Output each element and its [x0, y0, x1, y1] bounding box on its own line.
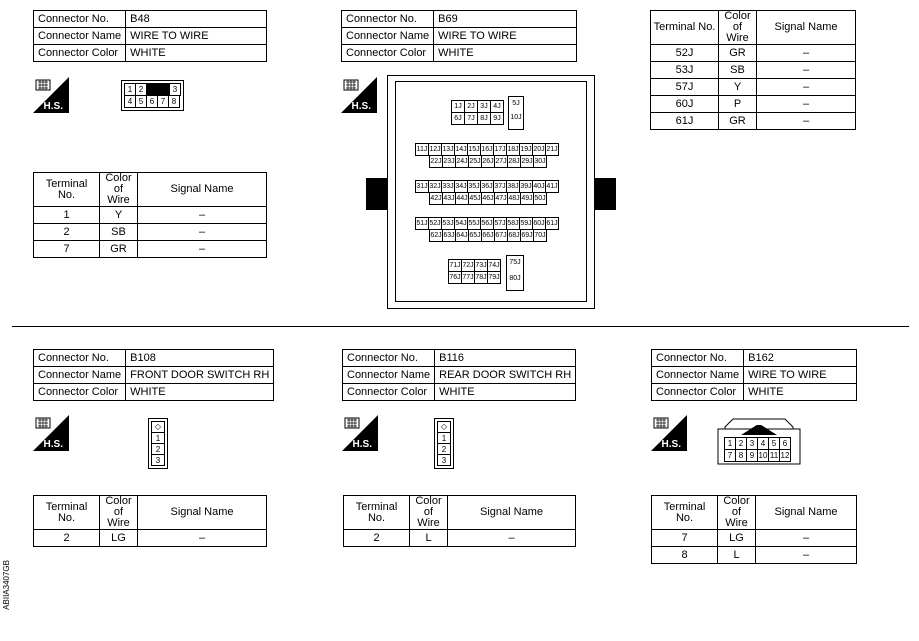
- pin: 2: [151, 443, 165, 455]
- col-signal: Signal Name: [757, 11, 856, 45]
- connector-no-label: Connector No.: [34, 11, 126, 28]
- pin: 3: [437, 454, 451, 466]
- connector-no-label: Connector No.: [34, 350, 126, 367]
- pin: 19J: [519, 143, 533, 156]
- signal-cell: –: [138, 241, 267, 258]
- pin: 9J: [490, 112, 504, 125]
- pin: 5: [135, 95, 147, 108]
- table-row: [652, 547, 857, 564]
- table-row: [651, 96, 856, 113]
- color-cell: SB: [100, 224, 138, 241]
- pin: 55J: [467, 217, 481, 230]
- pin: 30J: [533, 155, 547, 168]
- signal-cell: –: [138, 224, 267, 241]
- pin: 32J: [428, 180, 442, 193]
- pin: 50J: [533, 192, 547, 205]
- pin: 17J: [493, 143, 507, 156]
- connector-color-value: WHITE: [434, 45, 577, 62]
- pin: 22J: [429, 155, 443, 168]
- section-divider: [12, 326, 909, 327]
- connector-no-label: Connector No.: [652, 350, 744, 367]
- pin: 78J: [474, 271, 488, 284]
- connector-name-value: WIRE TO WIRE: [744, 367, 857, 384]
- table-row: [34, 530, 267, 547]
- table-row: [34, 207, 267, 224]
- pin: 34J: [454, 180, 468, 193]
- pin: 3: [151, 454, 165, 466]
- b116-connector-face: [434, 418, 454, 469]
- pin: 7: [157, 95, 169, 108]
- pin-tall: [506, 255, 524, 291]
- table-row: [34, 241, 267, 258]
- color-cell: Y: [100, 207, 138, 224]
- diamond-key-icon: ◇: [151, 421, 165, 433]
- pin: 1: [124, 83, 136, 96]
- pin: 6J: [451, 112, 465, 125]
- pin: 43J: [442, 192, 456, 205]
- pin: 35J: [467, 180, 481, 193]
- b162-info-table: [651, 349, 857, 401]
- pin: 53J: [441, 217, 455, 230]
- pin: 14J: [454, 143, 468, 156]
- pin: 2: [735, 437, 747, 450]
- pin: 24J: [455, 155, 469, 168]
- pin: 1: [724, 437, 736, 450]
- col-color: Color of Wire: [718, 496, 756, 530]
- signal-cell: –: [138, 207, 267, 224]
- harness-side-icon: [33, 77, 69, 113]
- col-color: Color of Wire: [719, 11, 757, 45]
- pin: 28J: [507, 155, 521, 168]
- color-cell: LG: [100, 530, 138, 547]
- table-row: [651, 62, 856, 79]
- pin: 39J: [519, 180, 533, 193]
- signal-cell: –: [757, 45, 856, 62]
- pin: 7: [724, 449, 736, 462]
- pin: 44J: [455, 192, 469, 205]
- signal-cell: –: [138, 530, 267, 547]
- color-cell: L: [718, 547, 756, 564]
- terminal-cell: 7: [34, 241, 100, 258]
- pin-group-5: [449, 259, 501, 284]
- color-cell: P: [719, 96, 757, 113]
- pin: 77J: [461, 271, 475, 284]
- terminal-cell: 7: [652, 530, 718, 547]
- connector-name-value: WIRE TO WIRE: [126, 28, 267, 45]
- signal-cell: –: [448, 530, 576, 547]
- col-terminal: Terminal No.: [652, 496, 718, 530]
- pin-group-1: [452, 100, 504, 125]
- signal-cell: –: [757, 96, 856, 113]
- b116-info-table: [342, 349, 576, 401]
- connector-no-label: Connector No.: [342, 11, 434, 28]
- hs-label: H.S.: [43, 101, 63, 112]
- connector-no-value: B48: [126, 11, 267, 28]
- pin: 26J: [481, 155, 495, 168]
- col-color: Color of Wire: [410, 496, 448, 530]
- pin: 56J: [480, 217, 494, 230]
- col-signal: Signal Name: [138, 496, 267, 530]
- connector-color-value: WHITE: [126, 384, 274, 401]
- pin: 54J: [454, 217, 468, 230]
- pin: 69J: [520, 229, 534, 242]
- figure-code: ABIIA3407GB: [2, 560, 11, 610]
- table-row: [34, 224, 267, 241]
- pin: 65J: [468, 229, 482, 242]
- signal-cell: –: [756, 530, 857, 547]
- pin: 62J: [429, 229, 443, 242]
- pin: 33J: [441, 180, 455, 193]
- pin: 6: [146, 95, 158, 108]
- pin: 5J: [512, 100, 520, 107]
- harness-side-icon: [651, 415, 687, 451]
- pin: 4: [124, 95, 136, 108]
- harness-side-icon: [342, 415, 378, 451]
- pin: 58J: [506, 217, 520, 230]
- connector-name-value: WIRE TO WIRE: [434, 28, 577, 45]
- b69-info-table: [341, 10, 577, 62]
- pin: 68J: [507, 229, 521, 242]
- pin: 8: [735, 449, 747, 462]
- terminal-cell: 2: [344, 530, 410, 547]
- pin: 3: [169, 83, 181, 96]
- pin: 2J: [464, 100, 478, 113]
- terminal-cell: 2: [34, 530, 100, 547]
- pin: 3: [746, 437, 758, 450]
- connector-color-label: Connector Color: [34, 384, 126, 401]
- b108-info-table: [33, 349, 274, 401]
- connector-color-value: WHITE: [435, 384, 576, 401]
- connector-no-value: B162: [744, 350, 857, 367]
- b116-signal-table: [343, 495, 576, 547]
- color-cell: GR: [719, 113, 757, 130]
- col-terminal: Terminal No.: [34, 173, 100, 207]
- pin: 45J: [468, 192, 482, 205]
- pin: 23J: [442, 155, 456, 168]
- pin: 29J: [520, 155, 534, 168]
- pin: 64J: [455, 229, 469, 242]
- pin: 67J: [494, 229, 508, 242]
- pin: 5: [768, 437, 780, 450]
- col-terminal: Terminal No.: [344, 496, 410, 530]
- signal-cell: –: [756, 547, 857, 564]
- pin: 6: [779, 437, 791, 450]
- pin: 61J: [545, 217, 559, 230]
- pin: 60J: [532, 217, 546, 230]
- pin: 66J: [481, 229, 495, 242]
- right-lock-tab: [594, 178, 616, 210]
- harness-side-icon: [33, 415, 69, 451]
- b162-signal-table: [651, 495, 857, 564]
- terminal-cell: 57J: [651, 79, 719, 96]
- pin: 1: [437, 432, 451, 444]
- pin: 70J: [533, 229, 547, 242]
- signal-cell: –: [757, 79, 856, 96]
- connector-color-label: Connector Color: [652, 384, 744, 401]
- b48-connector-face: [121, 80, 184, 111]
- pin: 38J: [506, 180, 520, 193]
- pin: 51J: [415, 217, 429, 230]
- pin: 80J: [509, 275, 521, 282]
- harness-side-icon: [341, 77, 377, 113]
- terminal-cell: 61J: [651, 113, 719, 130]
- connector-color-value: WHITE: [744, 384, 857, 401]
- table-row: [651, 113, 856, 130]
- connector-name-label: Connector Name: [34, 28, 126, 45]
- pin: 73J: [474, 259, 488, 272]
- signal-cell: –: [757, 62, 856, 79]
- b69-signal-table: [650, 10, 856, 130]
- hs-label: H.S.: [352, 439, 372, 450]
- color-cell: GR: [100, 241, 138, 258]
- connector-name-label: Connector Name: [342, 28, 434, 45]
- terminal-cell: 53J: [651, 62, 719, 79]
- pin: 9: [746, 449, 758, 462]
- table-row: [651, 79, 856, 96]
- b48-signal-table: [33, 172, 267, 258]
- pin: 4J: [490, 100, 504, 113]
- pin: 13J: [441, 143, 455, 156]
- pin: 12J: [428, 143, 442, 156]
- col-terminal: Terminal No.: [651, 11, 719, 45]
- color-cell: Y: [719, 79, 757, 96]
- pin-group-3: [416, 180, 559, 205]
- pin: 76J: [448, 271, 462, 284]
- pin: 2: [437, 443, 451, 455]
- connector-color-label: Connector Color: [342, 45, 434, 62]
- connector-name-label: Connector Name: [343, 367, 435, 384]
- hs-label: H.S.: [661, 439, 681, 450]
- pin: 18J: [506, 143, 520, 156]
- connector-color-label: Connector Color: [343, 384, 435, 401]
- b48-info-table: [33, 10, 267, 62]
- pin: 20J: [532, 143, 546, 156]
- pin: 21J: [545, 143, 559, 156]
- diamond-key-icon: ◇: [437, 421, 451, 433]
- pin: 42J: [429, 192, 443, 205]
- pin: 12: [780, 451, 790, 460]
- pin: 8: [168, 95, 180, 108]
- b108-connector-face: [148, 418, 168, 469]
- table-row: [652, 530, 857, 547]
- col-terminal: Terminal No.: [34, 496, 100, 530]
- terminal-cell: 60J: [651, 96, 719, 113]
- pin: 74J: [487, 259, 501, 272]
- connector-name-value: FRONT DOOR SWITCH RH: [126, 367, 274, 384]
- pin: 1: [151, 432, 165, 444]
- color-cell: L: [410, 530, 448, 547]
- connector-color-value: WHITE: [126, 45, 267, 62]
- pin: 47J: [494, 192, 508, 205]
- pin: 2: [135, 83, 147, 96]
- pin-group-4: [416, 217, 559, 242]
- col-signal: Signal Name: [756, 496, 857, 530]
- color-cell: LG: [718, 530, 756, 547]
- pin: 1J: [451, 100, 465, 113]
- pin: 11: [769, 451, 779, 460]
- pin: 4: [757, 437, 769, 450]
- pin: 52J: [428, 217, 442, 230]
- pin: 11J: [415, 143, 429, 156]
- table-row: [344, 530, 576, 547]
- signal-cell: –: [757, 113, 856, 130]
- pin: 46J: [481, 192, 495, 205]
- pin: 3J: [477, 100, 491, 113]
- pin: 10: [758, 451, 768, 460]
- pin: 48J: [507, 192, 521, 205]
- pin: 7J: [464, 112, 478, 125]
- pin: 63J: [442, 229, 456, 242]
- col-color: Color of Wire: [100, 496, 138, 530]
- connector-color-label: Connector Color: [34, 45, 126, 62]
- connector-no-label: Connector No.: [343, 350, 435, 367]
- pin: 36J: [480, 180, 494, 193]
- pin: 75J: [509, 259, 521, 266]
- col-signal: Signal Name: [448, 496, 576, 530]
- pin: 79J: [487, 271, 501, 284]
- terminal-cell: 52J: [651, 45, 719, 62]
- pin: 25J: [468, 155, 482, 168]
- pin: 40J: [532, 180, 546, 193]
- col-color: Color of Wire: [100, 173, 138, 207]
- hs-label: H.S.: [351, 101, 371, 112]
- b108-signal-table: [33, 495, 267, 547]
- terminal-cell: 2: [34, 224, 100, 241]
- connector-name-label: Connector Name: [652, 367, 744, 384]
- hs-label: H.S.: [43, 439, 63, 450]
- pin: 15J: [467, 143, 481, 156]
- table-row: [651, 45, 856, 62]
- pin: 57J: [493, 217, 507, 230]
- pin: 59J: [519, 217, 533, 230]
- connector-no-value: B69: [434, 11, 577, 28]
- terminal-cell: 8: [652, 547, 718, 564]
- connector-no-value: B108: [126, 350, 274, 367]
- pin-tall: [508, 96, 524, 130]
- color-cell: GR: [719, 45, 757, 62]
- connector-name-label: Connector Name: [34, 367, 126, 384]
- pin: 49J: [520, 192, 534, 205]
- pin: 72J: [461, 259, 475, 272]
- col-signal: Signal Name: [138, 173, 267, 207]
- pin: 37J: [493, 180, 507, 193]
- pin: 8J: [477, 112, 491, 125]
- left-lock-tab: [366, 178, 388, 210]
- b162-connector-face: [717, 415, 801, 465]
- pin: 31J: [415, 180, 429, 193]
- pin: 71J: [448, 259, 462, 272]
- terminal-cell: 1: [34, 207, 100, 224]
- pin: 16J: [480, 143, 494, 156]
- pin: 10J: [510, 114, 522, 121]
- pin: 41J: [545, 180, 559, 193]
- color-cell: SB: [719, 62, 757, 79]
- pin: 27J: [494, 155, 508, 168]
- connector-no-value: B116: [435, 350, 576, 367]
- connector-name-value: REAR DOOR SWITCH RH: [435, 367, 576, 384]
- pin-group-2: [416, 143, 559, 168]
